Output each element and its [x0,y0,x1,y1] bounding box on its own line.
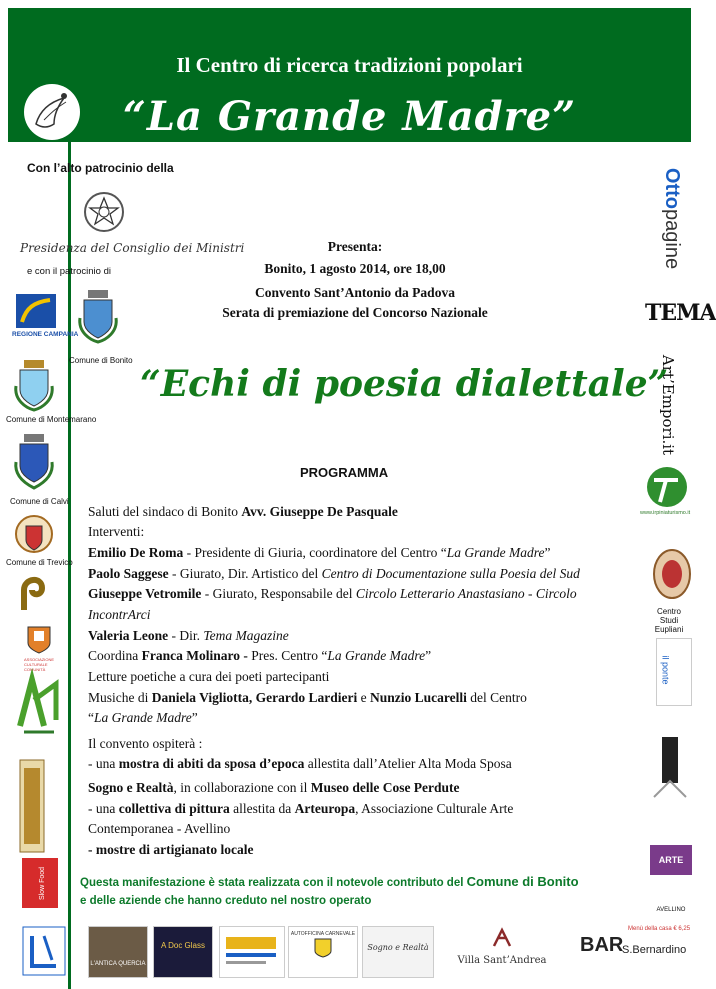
program-line-7: Valeria Leone - Dir. Tema Magazine [88,628,289,643]
footer-note-line-1: Questa manifestazione è stata realizzata con il notevole contributo del Comune di Bonito [80,874,579,889]
program-line-8: Coordina Franca Molinaro - Pres. Centro “La Grande Madre” [88,648,432,663]
montemarano-label: Comune di Montemarano [6,415,97,424]
green-letters-logo-icon [16,670,60,747]
program-line-5: Giuseppe Vetromile - Giurato, Responsabile del Circolo Letterario Anastasiano - Circolo [88,586,577,601]
program-line-11: “La Grande Madre” [88,710,198,725]
arte-label: ARTE [650,845,692,875]
presenta-label: Presenta: [327,239,383,254]
patronage-line-2: e con il patrocinio di [27,266,111,277]
pagine-label: pagine [661,209,684,270]
convent-intro: Il convento ospiterà : [88,736,203,751]
sogno-label: Sogno e Realtà [367,943,429,952]
header-subtitle: Il Centro di ricerca tradizioni popolari [176,53,523,77]
program-title: PROGRAMMA [300,465,389,480]
menu-label: Menù della casa € 6,25 [628,926,691,932]
header-banner [8,8,691,142]
book-logo-icon [18,758,46,859]
contest-title: “Echi di poesia dialettale” [140,363,669,405]
program-line-1: Saluti del sindaco di Bonito Avv. Giuseppe De Pasquale [88,504,398,519]
il-ponte-logo [656,638,692,706]
irpinia-turismo-icon [644,466,690,513]
villa-santandrea-sponsor [452,926,552,976]
swirl-logo-icon [20,570,46,619]
doc-glass-sponsor [153,926,213,978]
regione-campania-logo [12,292,79,342]
ottopagine-logo [655,167,685,270]
trevico-crest-icon [12,512,56,561]
regione-label: REGIONE CAMPANIA [12,331,79,338]
otto-label: Otto [661,167,684,210]
event-description: Serata di premiazione del Concorso Nazionale [222,305,488,320]
centro-studi-label: Centro Studi Eupliani [654,607,684,634]
convent-item-1: - una mostra di abiti da sposa d’epoca allestita dall’Atelier Alta Moda Sposa [88,756,512,771]
autofficina-label: AUTOFFICINA CARNEVALE [290,931,356,937]
avellino-label: AVELLINO [656,907,686,913]
bonito-label: Comune di Bonito [69,356,133,365]
montemarano-crest-icon [12,358,56,417]
program-line-4: Paolo Saggese - Giurato, Dir. Artistico del Centro di Documentazione sulla Poesia del Sud [88,566,580,581]
bernardino-label: S.Bernardino [622,944,687,956]
header-title: “La Grande Madre” [122,93,577,140]
ponte-label: il ponte [660,655,671,685]
sogno-realta-sponsor [362,926,434,978]
ag-logo-icon [652,735,688,806]
convent-item-2: - una collettiva di pittura allestita da Arteuropa, Associazione Culturale Arte [88,801,514,816]
patronage-line: Con l’alto patrocinio della [27,161,174,175]
program-line-9: Letture poetiche a cura dei poeti partecipanti [88,669,330,684]
antica-quercia-sponsor [88,926,148,978]
footer-note-line-2: e delle aziende che hanno creduto nel nostro operato [80,895,372,907]
presidency-label: Presidenza del Consiglio dei Ministri [20,241,245,255]
convent-sogno: Sogno e Realtà, in collaborazione con il Museo delle Cose Perdute [88,780,460,795]
tema-logo [645,292,716,338]
villa-label: Villa Sant’Andrea [457,955,547,966]
autofficina-sponsor [288,926,358,978]
doc-glass-label: A Doc Glass [160,941,205,950]
la-logo-icon [22,926,66,981]
program-line-2: Interventi: [88,524,145,539]
program-line-10: Musiche di Daniela Vigliotta, Gerardo Lardieri e Nunzio Lucarelli del Centro [88,690,527,705]
calvi-crest-icon [12,432,56,495]
tecnica-sponsor [219,926,285,978]
bar-sbernardino-sponsor [578,924,690,978]
artempori-label: Art’Empori.it [659,354,678,456]
irpinia-url: www.irpiniaturismo.it [640,510,691,516]
convent-item-3: - mostre di artigianato locale [88,842,254,857]
calvi-label: Comune di Calvi [10,497,69,506]
trevico-label: Comune di Trevico [6,558,73,567]
bonito-crest-icon [76,288,120,349]
bar-label: BAR [580,934,624,956]
centro-studi-icon [652,548,692,605]
convent-item-2-cont: Contemporanea - Avellino [88,821,231,836]
slow-food-logo [22,858,58,908]
event-date: Bonito, 1 agosto 2014, ore 18,00 [264,261,446,276]
arteuropa-logo [650,845,692,923]
event-venue: Convento Sant’Antonio da Padova [255,285,455,300]
tema-label: TEMA [645,300,716,326]
antica-label: L'ANTICA QUERCIA [90,961,146,967]
republic-emblem-icon [82,190,126,239]
artempori-logo [652,354,692,456]
slow-food-label: Slow Food [39,866,47,901]
program-line-6: IncontrArci [88,607,151,622]
associazione-crest-icon [26,625,52,660]
associazione-label: ASSOCIAZIONE CULTURALE COMUNITÀ [24,657,55,672]
program-line-3: Emilio De Roma - Presidente di Giuria, coordinatore del Centro “La Grande Madre” [88,545,551,560]
